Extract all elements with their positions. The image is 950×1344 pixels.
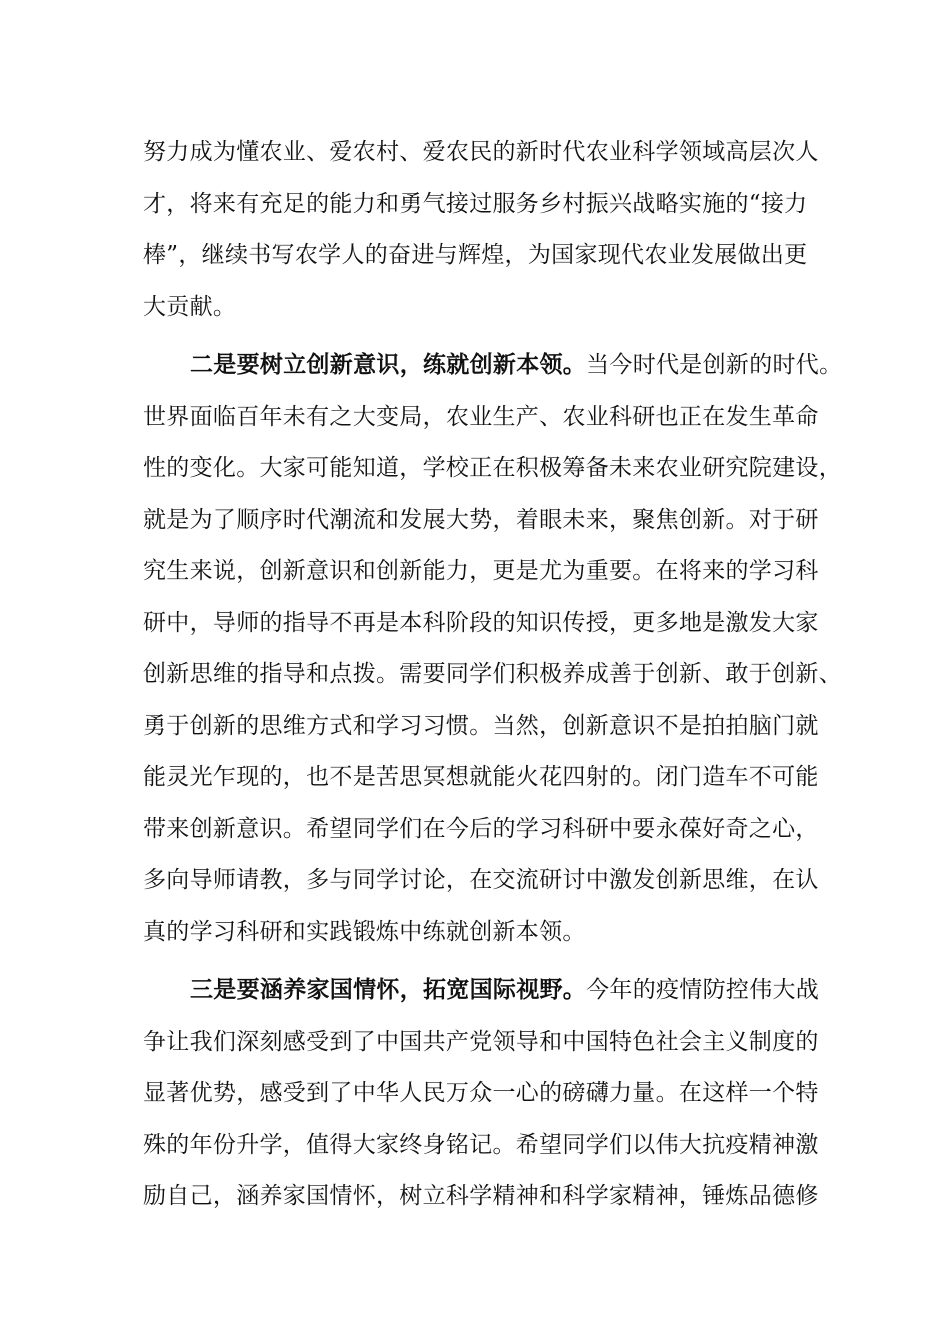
- text-line: 励自己，涵养家国情怀，树立科学精神和科学家精神，锤炼品德修: [143, 1183, 819, 1209]
- text-line: 性的变化。大家可能知道，学校正在积极筹备未来农业研究院建设，: [143, 455, 842, 481]
- text-line: 创新思维的指导和点拨。需要同学们积极养成善于创新、敢于创新、: [143, 661, 842, 687]
- text-line: 争让我们深刻感受到了中国共产党领导和中国特色社会主义制度的: [143, 1028, 819, 1055]
- paragraph-text: 今年的疫情防控伟大战: [586, 977, 820, 1003]
- text-line: [190, 975, 819, 1005]
- text-line: [190, 350, 842, 380]
- text-line: 显著优势，感受到了中华人民万众一心的磅礴力量。在这样一个特: [143, 1080, 819, 1106]
- paragraph-heading: 二是要树立创新意识，练就创新本领。: [190, 351, 587, 378]
- text-line: 殊的年份升学，值得大家终身铭记。希望同学们以伟大抗疫精神激: [143, 1131, 819, 1158]
- text-line: 真的学习科研和实践锻炼中练就创新本领。: [143, 918, 586, 945]
- text-line: 能灵光乍现的，也不是苦思冥想就能火花四射的。闭门造车不可能: [143, 764, 819, 790]
- text-line: 勇于创新的思维方式和学习习惯。当然，创新意识不是拍拍脑门就: [143, 712, 819, 739]
- text-line: 就是为了顺序时代潮流和发展大势，着眼未来，聚焦创新。对于研: [143, 506, 819, 533]
- text-line: 努力成为懂农业、爱农村、爱农民的新时代农业科学领域高层次人: [143, 139, 819, 165]
- text-line: 棒”，继续书写农学人的奋进与辉煌，为国家现代农业发展做出更: [143, 242, 808, 268]
- text-line: 研中，导师的指导不再是本科阶段的知识传授，更多地是激发大家: [143, 609, 819, 636]
- text-line: 才，将来有充足的能力和勇气接过服务乡村振兴战略实施的“接力: [143, 190, 808, 217]
- text-line: 多向导师请教，多与同学讨论，在交流研讨中激发创新思维，在认: [143, 867, 819, 893]
- text-line: 带来创新意识。希望同学们在今后的学习科研中要永葆好奇之心，: [143, 815, 819, 842]
- paragraph-heading: 三是要涵养家国情怀，拓宽国际视野。: [190, 976, 587, 1003]
- paragraph-text: 当今时代是创新的时代。: [586, 352, 843, 378]
- text-line: 世界面临百年未有之大变局，农业生产、农业科研也正在发生革命: [143, 403, 819, 430]
- text-line: 究生来说，创新意识和创新能力，更是尤为重要。在将来的学习科: [143, 558, 819, 584]
- text-line: 大贡献。: [143, 293, 237, 320]
